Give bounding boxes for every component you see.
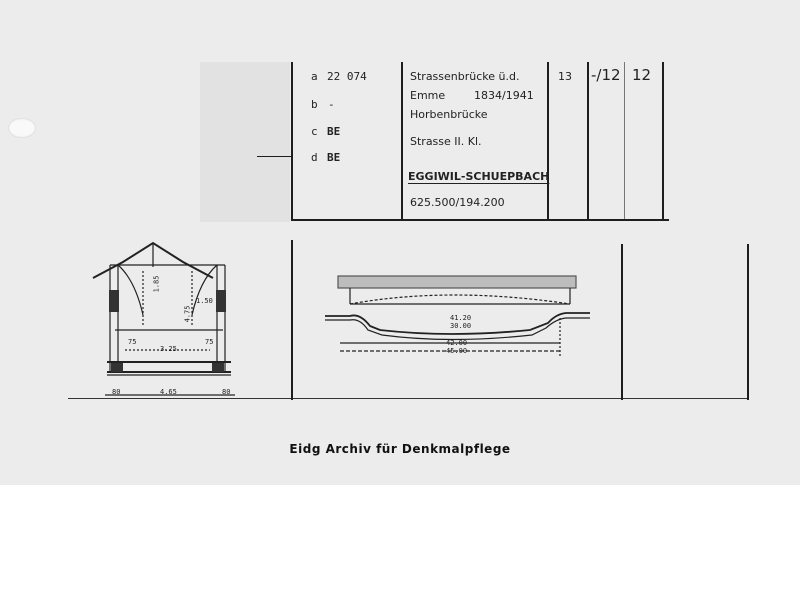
divider-upper-5 <box>624 62 625 220</box>
divider-upper-1 <box>291 62 293 220</box>
dim-cross-2: 1.50 <box>196 297 213 305</box>
description-line2-right: 1834/1941 <box>474 89 534 102</box>
record-c-value: BE <box>327 125 341 138</box>
dim-cross-8: 4.65 <box>160 388 177 396</box>
record-c-letter: c <box>311 125 318 138</box>
description-line4: Strasse II. Kl. <box>410 135 482 148</box>
dim-cross-3: 4.75 <box>183 305 192 323</box>
upper-baseline <box>291 219 669 221</box>
record-d-value: BE <box>327 151 341 164</box>
record-a-value: 22 074 <box>327 70 367 83</box>
handwritten-entry-1: -/12 <box>591 66 621 84</box>
location-name: EGGIWIL-SCHUEPBACH <box>408 170 550 183</box>
dim-cross-1: 1.85 <box>152 275 161 293</box>
description-line2-left: Emme <box>410 89 446 102</box>
dim-cross-9: 80 <box>222 388 231 396</box>
column-number: 13 <box>558 70 572 83</box>
dim-cross-5: 3.25 <box>160 345 177 353</box>
record-b-value: - <box>328 98 335 111</box>
description-line3: Horbenbrücke <box>410 108 488 121</box>
dim-elev-2: 30.00 <box>450 322 472 330</box>
divider-upper-4 <box>587 62 589 220</box>
dim-cross-6: 75 <box>205 338 214 346</box>
archive-caption: Eidg Archiv für Denkmalpflege <box>289 442 511 456</box>
record-d-letter: d <box>311 151 318 164</box>
divider-upper-3 <box>547 62 549 220</box>
dim-elev-3: 42.00 <box>446 339 468 347</box>
handwritten-entry-2: 12 <box>632 66 652 84</box>
coordinates: 625.500/194.200 <box>410 196 505 209</box>
divider-upper-2 <box>401 62 403 220</box>
divider-lower-1 <box>291 240 293 400</box>
divider-upper-6 <box>662 62 664 220</box>
dim-elev-1: 41.20 <box>450 314 472 322</box>
record-a-letter: a <box>311 70 318 83</box>
dim-cross-4: 75 <box>128 338 137 346</box>
punch-hole <box>8 118 36 138</box>
divider-lower-2 <box>621 244 623 400</box>
dim-cross-7: 80 <box>112 388 121 396</box>
description-line1: Strassenbrücke ü.d. <box>410 70 520 83</box>
left-tick <box>257 156 291 157</box>
dim-elev-4: 45.00 <box>446 347 468 355</box>
divider-lower-3 <box>747 244 749 400</box>
record-b-letter: b <box>311 98 318 111</box>
card-shading <box>200 62 290 222</box>
